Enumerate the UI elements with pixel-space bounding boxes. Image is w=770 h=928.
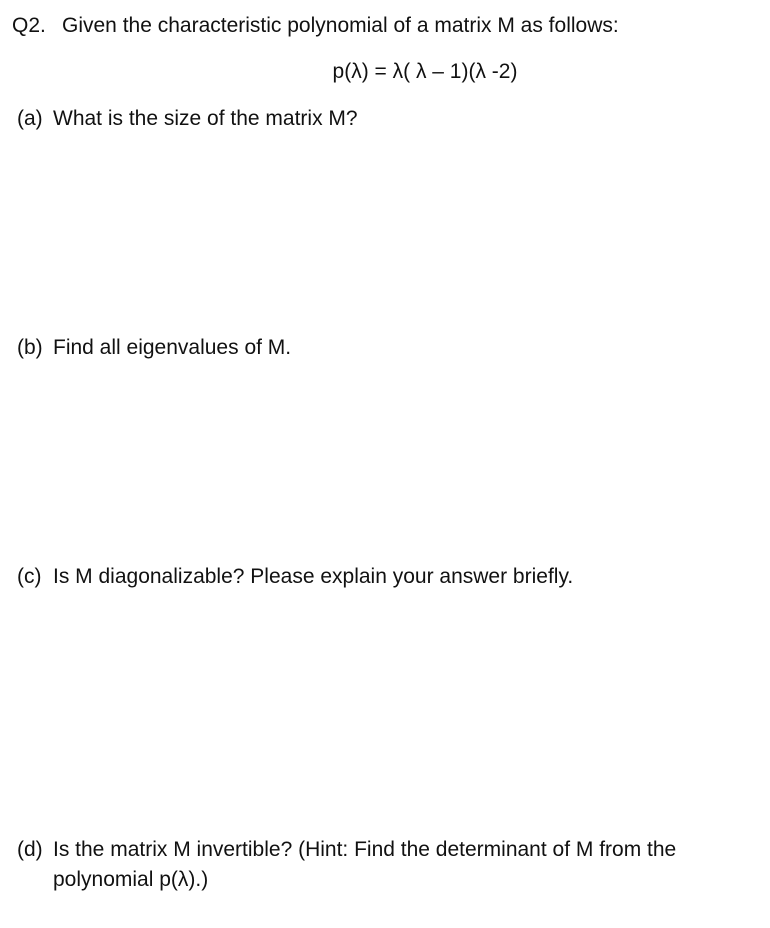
part-c-text: Is M diagonalizable? Please explain your answer briefly. — [53, 565, 574, 588]
part-a-label: (a) — [17, 107, 43, 130]
part-d-text: Is the matrix M invertible? (Hint: Find the determinant of M from the polynomial p(λ).) — [53, 838, 677, 891]
part-c-label: (c) — [17, 565, 42, 588]
characteristic-polynomial: p(λ) = λ( λ – 1)(λ -2) — [332, 60, 518, 83]
question-number: Q2. — [12, 14, 46, 37]
part-d — [17, 835, 762, 895]
part-b-label: (b) — [17, 336, 43, 359]
part-a-text: What is the size of the matrix M? — [53, 107, 358, 130]
question-intro: Given the characteristic polynomial of a matrix M as follows: — [62, 14, 619, 37]
part-b — [17, 333, 762, 363]
part-b-text: Find all eigenvalues of M. — [53, 336, 292, 359]
part-a — [17, 104, 762, 134]
part-d-label: (d) — [17, 838, 43, 861]
question-title — [12, 11, 619, 41]
part-c — [17, 562, 762, 592]
